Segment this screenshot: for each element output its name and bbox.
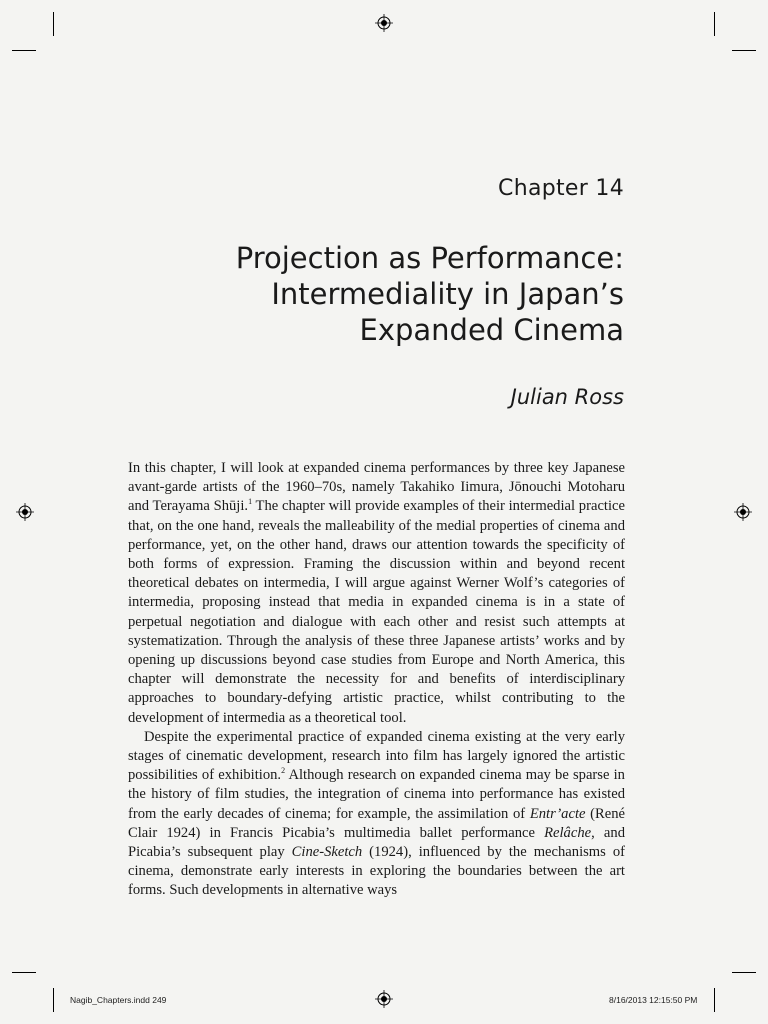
slug-filename: Nagib_Chapters.indd 249: [70, 995, 167, 1005]
work-title: Cine-Sketch: [291, 844, 363, 861]
paragraph: [128, 459, 625, 728]
text-run: Despite the experimental practice of expanded cinema existing at the very early stages of cinematic development, research into film has largely ignored the artistic possibilities of exhibition.: [128, 728, 625, 784]
crop-mark: [732, 50, 756, 51]
crop-mark: [12, 50, 36, 51]
text-run: In this chapter, I will look at expanded cinema performances by three key Japanese avant-garde artists of the 1960–70s, namely Takahiko Iimura, Jōnouchi Motoharu and Terayama Shūji.: [128, 460, 625, 515]
crop-mark: [732, 972, 756, 973]
text-run: Although research on expanded cinema may be sparse in the history of film studies, the integration of cinema into performance has existed from the early decades of cinema; for example, the assimilation of: [128, 767, 625, 822]
registration-mark-icon: [16, 503, 34, 521]
footnote-ref: 1: [248, 497, 253, 507]
text-run: (1924), influenced by the mechanisms of cinema, demonstrate early interests in exploring the boundaries between the art forms. Such developments in alternative ways: [128, 844, 625, 899]
crop-mark: [53, 12, 54, 36]
body-text: [128, 459, 625, 901]
slug-timestamp: 8/16/2013 12:15:50 PM: [609, 995, 698, 1005]
crop-mark: [714, 12, 715, 36]
registration-mark-icon: [375, 14, 393, 32]
paragraph: [128, 728, 625, 901]
crop-mark: [53, 988, 54, 1012]
crop-mark: [714, 988, 715, 1012]
text-run: The chapter will provide examples of their intermedial practice that, on the one hand, reveals the malleability of the medial properties of cinema and performance, yet, on the other hand, draws our attention towards the specificity of both forms of expression. Framing the discussion within and beyond recent theoretical debates on intermedia, I will argue against Werner Wolf’s categories of intermedia, proposing instead that media in expanded cinema is in a state of perpetual negotiation and dialogue with each other and resist such attempts at systematization. Through the analysis of these three Japanese artists’ works and by opening up discussions beyond case studies from Europe and North America, this chapter will demonstrate the necessity for and benefits of interdisciplinary approaches to boundary-defying artistic practice, whilst contributing to the development of intermedia as a theoretical tool.: [128, 498, 625, 726]
text-run: (René Clair 1924) in Francis Picabia’s multimedia ballet performance: [128, 805, 625, 841]
registration-mark-icon: [734, 503, 752, 521]
chapter-label: Chapter 14: [498, 176, 624, 201]
chapter-title-line: Projection as Performance:: [235, 241, 624, 275]
chapter-title-line: Intermediality in Japan’s: [271, 277, 624, 311]
author-name: Julian Ross: [510, 385, 624, 409]
registration-mark-icon: [375, 990, 393, 1008]
footnote-ref: 2: [281, 766, 286, 776]
work-title: Relâche: [544, 824, 592, 841]
text-run: , and Picabia’s subsequent play: [128, 824, 625, 861]
chapter-title: [144, 240, 624, 348]
chapter-title-line: Expanded Cinema: [359, 313, 624, 347]
crop-mark: [12, 972, 36, 973]
film-title: Entr’acte: [529, 805, 586, 822]
